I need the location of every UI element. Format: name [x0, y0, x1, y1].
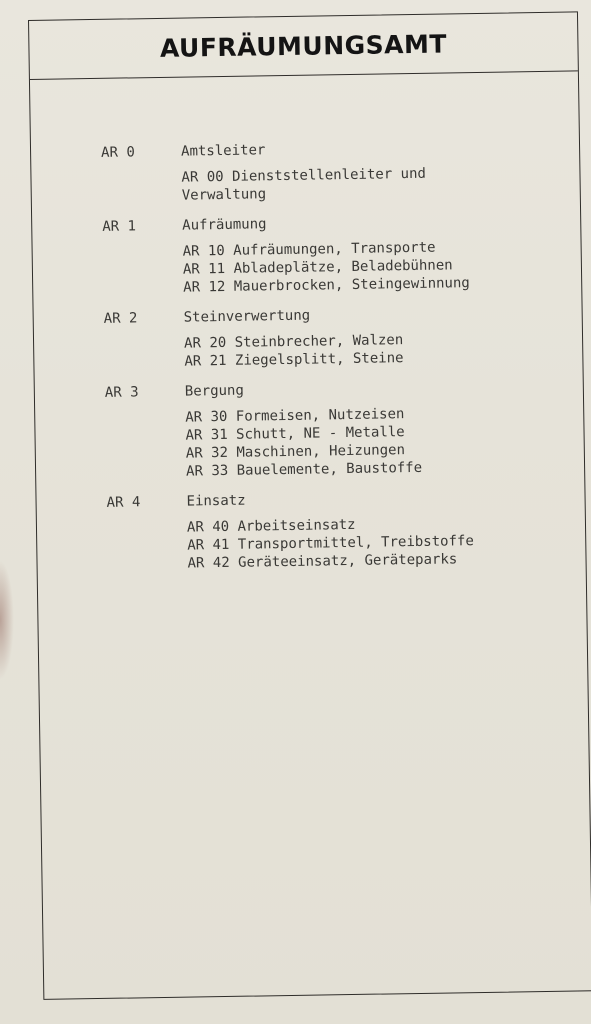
list-item: AR 00 Dienststellenleiter und Verwaltung — [181, 165, 427, 204]
list-item: AR 12 Mauerbrocken, Steingewinnung — [183, 275, 470, 296]
group-heading — [105, 376, 575, 401]
list-group-ar4 — [106, 486, 577, 573]
group-label: Aufräumung — [182, 216, 267, 234]
group-code: AR 3 — [104, 384, 139, 401]
list-group-ar3 — [105, 376, 576, 481]
list-item: AR 31 Schutt, NE - Metalle — [185, 424, 405, 444]
group-code: AR 1 — [102, 218, 137, 235]
group-label: Amtsleiter — [180, 142, 266, 160]
page-edge-shadow — [0, 560, 14, 680]
list-group-ar2 — [104, 302, 575, 371]
list-item: AR 21 Ziegelsplitt, Steine — [184, 350, 404, 370]
list-item: AR 20 Steinbrecher, Walzen — [183, 332, 404, 352]
group-code: AR 4 — [106, 494, 141, 511]
sub-items — [181, 162, 572, 204]
list-item: AR 42 Geräteeinsatz, Geräteparks — [187, 551, 458, 572]
sub-items — [187, 512, 578, 572]
group-label: Steinverwertung — [183, 307, 311, 326]
sub-items — [183, 236, 574, 296]
title-box — [29, 12, 578, 80]
list-item: AR 30 Formeisen, Nutzeisen — [185, 406, 405, 426]
group-label: Bergung — [184, 382, 244, 400]
list-item: AR 32 Maschinen, Heizungen — [185, 442, 406, 462]
list-item: AR 11 Abladeplätze, Beladebühnen — [182, 257, 453, 278]
list-item: AR 40 Arbeitseinsatz — [186, 516, 356, 536]
group-heading — [106, 486, 576, 511]
group-label: Einsatz — [186, 492, 246, 510]
list-item: AR 10 Aufräumungen, Transporte — [182, 239, 436, 260]
list-item: AR 41 Transportmittel, Treibstoffe — [187, 533, 474, 554]
group-code: AR 0 — [100, 144, 135, 161]
list-group-ar0 — [101, 136, 572, 205]
list-group-ar1 — [102, 210, 573, 297]
group-code: AR 2 — [103, 310, 138, 327]
org-chart-list — [101, 136, 578, 585]
group-heading — [104, 302, 574, 327]
group-heading — [102, 210, 572, 235]
document-frame — [28, 11, 591, 1000]
sub-items — [185, 402, 576, 480]
sub-items — [184, 328, 575, 370]
list-item: AR 33 Bauelemente, Baustoffe — [185, 459, 423, 480]
page-title: AUFRÄUMUNGSAMT — [159, 28, 448, 63]
group-heading — [101, 136, 571, 161]
